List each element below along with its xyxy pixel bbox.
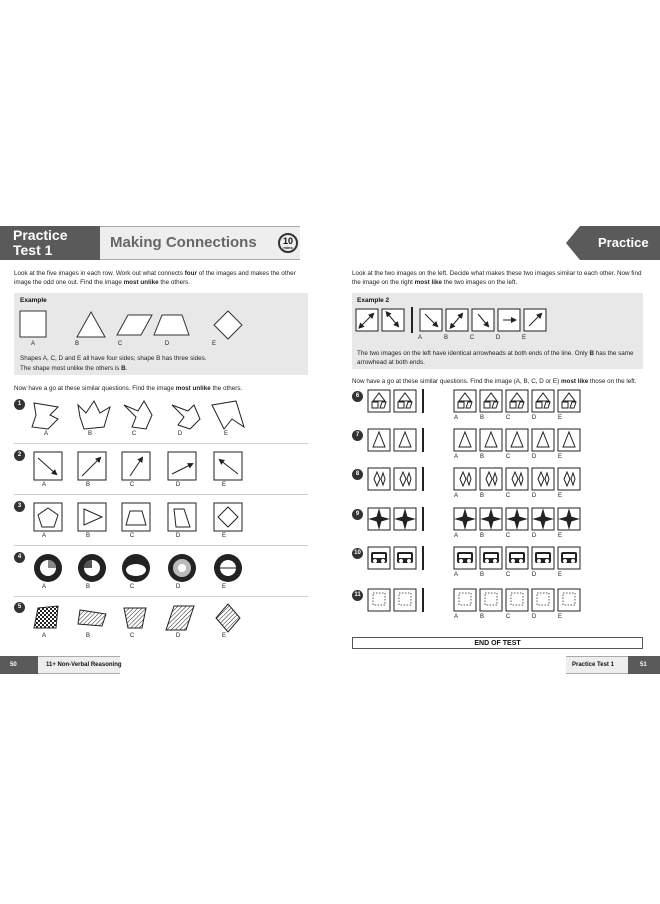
right-instructions: Look at the two images on the left. Decide what makes these two images similar to each other. Now find the image on the right most like the two images on the left. xyxy=(352,270,642,286)
example-2-label: Example 2 xyxy=(357,297,390,304)
example-triangle xyxy=(77,312,105,337)
example-trapezium xyxy=(154,315,189,335)
divider xyxy=(14,494,308,495)
q11-option-e[interactable]: E xyxy=(557,614,562,620)
q4-option-e[interactable]: E xyxy=(221,584,226,590)
question-5-shapes xyxy=(14,600,308,640)
q8-option-d[interactable]: D xyxy=(531,493,537,499)
q7-option-b[interactable]: B xyxy=(479,454,484,460)
q1-option-e[interactable]: E xyxy=(223,431,228,437)
q6-option-e[interactable]: E xyxy=(557,415,562,421)
question-9-shapes xyxy=(366,507,606,531)
example-2-shapes xyxy=(352,305,643,335)
question-10-shapes xyxy=(366,546,606,570)
example-label: Example xyxy=(20,297,47,304)
q8-option-e[interactable]: E xyxy=(557,493,562,499)
q6-option-c[interactable]: C xyxy=(505,415,511,421)
question-9-number: 9 xyxy=(352,509,363,520)
example-option-e: E xyxy=(211,341,216,347)
q10-option-c[interactable]: C xyxy=(505,572,511,578)
question-2-shapes xyxy=(14,448,308,488)
q9-option-e[interactable]: E xyxy=(557,533,562,539)
q9-option-b[interactable]: B xyxy=(479,533,484,539)
footer-page-tab xyxy=(0,656,38,674)
q11-option-a[interactable]: A xyxy=(453,614,458,620)
divider xyxy=(14,443,308,444)
q6-option-b[interactable]: B xyxy=(479,415,484,421)
question-6-number: 6 xyxy=(352,391,363,402)
q3-option-d[interactable]: D xyxy=(175,533,181,539)
example-rhombus xyxy=(214,311,242,339)
q10-option-e[interactable]: E xyxy=(557,572,562,578)
q5-option-c[interactable]: C xyxy=(129,633,135,639)
q10-option-d[interactable]: D xyxy=(531,572,537,578)
q7-option-e[interactable]: E xyxy=(557,454,562,460)
example-option-a: A xyxy=(30,341,35,347)
question-4-number: 4 xyxy=(14,552,25,563)
example-2-option-c: C xyxy=(469,335,475,341)
example-option-b: B xyxy=(74,341,79,347)
q4-option-d[interactable]: D xyxy=(175,584,181,590)
question-11-number: 11 xyxy=(352,590,363,601)
question-3-number: 3 xyxy=(14,501,25,512)
q5-option-a[interactable]: A xyxy=(41,633,46,639)
banner-line-2: Test 1 xyxy=(13,242,53,258)
q4-option-b[interactable]: B xyxy=(85,584,90,590)
q1-option-d[interactable]: D xyxy=(177,431,183,437)
footer-page-number: 50 xyxy=(10,662,17,668)
q7-option-c[interactable]: C xyxy=(505,454,511,460)
question-11-shapes xyxy=(366,588,606,612)
example-2-option-a: A xyxy=(417,335,422,341)
q9-option-c[interactable]: C xyxy=(505,533,511,539)
question-1-number: 1 xyxy=(14,399,25,410)
question-6-shapes xyxy=(366,389,606,413)
q3-option-a[interactable]: A xyxy=(41,533,46,539)
example-2-option-b: B xyxy=(443,335,448,341)
q1-option-c[interactable]: C xyxy=(131,431,137,437)
q2-option-e[interactable]: E xyxy=(221,482,226,488)
question-5-number: 5 xyxy=(14,602,25,613)
banner-line-1: Practice xyxy=(13,227,68,243)
question-7-shapes xyxy=(366,428,606,452)
example-explanation-2: The shape most unlike the others is B. xyxy=(20,365,128,372)
q5-option-e[interactable]: E xyxy=(221,633,226,639)
question-8-number: 8 xyxy=(352,469,363,480)
q7-option-a[interactable]: A xyxy=(453,454,458,460)
q11-option-b[interactable]: B xyxy=(479,614,484,620)
q3-option-c[interactable]: C xyxy=(129,533,135,539)
q8-option-a[interactable]: A xyxy=(453,493,458,499)
practice-test-banner xyxy=(0,226,100,260)
example-2-option-e: E xyxy=(521,335,526,341)
q9-option-a[interactable]: A xyxy=(453,533,458,539)
practice-banner-arrow xyxy=(566,226,580,260)
question-8-shapes xyxy=(366,467,606,491)
question-1-shapes xyxy=(14,397,308,437)
example-explanation-1: Shapes A, C, D and E all have four sides; shape B has three sides. xyxy=(20,355,207,362)
q8-option-b[interactable]: B xyxy=(479,493,484,499)
q6-option-d[interactable]: D xyxy=(531,415,537,421)
left-prompt: Now have a go at these similar questions. Find the image most unlike the others. xyxy=(14,385,243,392)
q3-option-b[interactable]: B xyxy=(85,533,90,539)
example-option-d: D xyxy=(164,341,170,347)
q4-option-c[interactable]: C xyxy=(129,584,135,590)
left-instructions: Look at the five images in each row. Work out what connects four of the images and makes the other image the odd one out. Find the image most unlike the others. xyxy=(14,270,296,286)
right-footer-title: Practice Test 1 xyxy=(572,662,614,668)
example-shapes xyxy=(14,305,308,345)
q2-option-d[interactable]: D xyxy=(175,482,181,488)
timer-value: 10 xyxy=(282,236,293,246)
timer-unit: mins xyxy=(283,245,293,250)
practice-banner: Practice xyxy=(580,226,660,260)
question-4-shapes xyxy=(14,550,308,590)
question-2-number: 2 xyxy=(14,450,25,461)
example-2-explanation: The two images on the left have identical arrowheads at both ends of the line. Only B has the same arrowhead at both ends. xyxy=(357,350,634,366)
right-prompt: Now have a go at these similar questions. Find the image (A, B, C, D or E) most like those on the left. xyxy=(352,378,637,385)
q10-option-a[interactable]: A xyxy=(453,572,458,578)
q11-option-c[interactable]: C xyxy=(505,614,511,620)
q11-option-d[interactable]: D xyxy=(531,614,537,620)
q4-option-a[interactable]: A xyxy=(41,584,46,590)
q10-option-b[interactable]: B xyxy=(479,572,484,578)
divider xyxy=(14,596,308,597)
q5-option-d[interactable]: D xyxy=(175,633,181,639)
q3-option-e[interactable]: E xyxy=(221,533,226,539)
right-footer-page-number: 51 xyxy=(640,662,647,668)
question-10-number: 10 xyxy=(352,548,363,559)
q6-option-a[interactable]: A xyxy=(453,415,458,421)
example-2-option-d: D xyxy=(495,335,501,341)
divider xyxy=(14,545,308,546)
q2-option-c[interactable]: C xyxy=(129,482,135,488)
q1-option-b[interactable]: B xyxy=(87,431,92,437)
footer-title: 11+ Non-Verbal Reasoning xyxy=(46,662,122,668)
timer-icon xyxy=(278,233,298,253)
q5-option-b[interactable]: B xyxy=(85,633,90,639)
example-square xyxy=(20,311,46,337)
end-of-test-banner: END OF TEST xyxy=(352,637,643,649)
q9-option-d[interactable]: D xyxy=(531,533,537,539)
question-3-shapes xyxy=(14,499,308,539)
section-title: Making Connections xyxy=(110,234,257,251)
q8-option-c[interactable]: C xyxy=(505,493,511,499)
q2-option-b[interactable]: B xyxy=(85,482,90,488)
q2-option-a[interactable]: A xyxy=(41,482,46,488)
example-parallelogram xyxy=(117,315,152,335)
example-option-c: C xyxy=(117,341,123,347)
q1-option-a[interactable]: A xyxy=(43,431,48,437)
question-7-number: 7 xyxy=(352,430,363,441)
q7-option-d[interactable]: D xyxy=(531,454,537,460)
